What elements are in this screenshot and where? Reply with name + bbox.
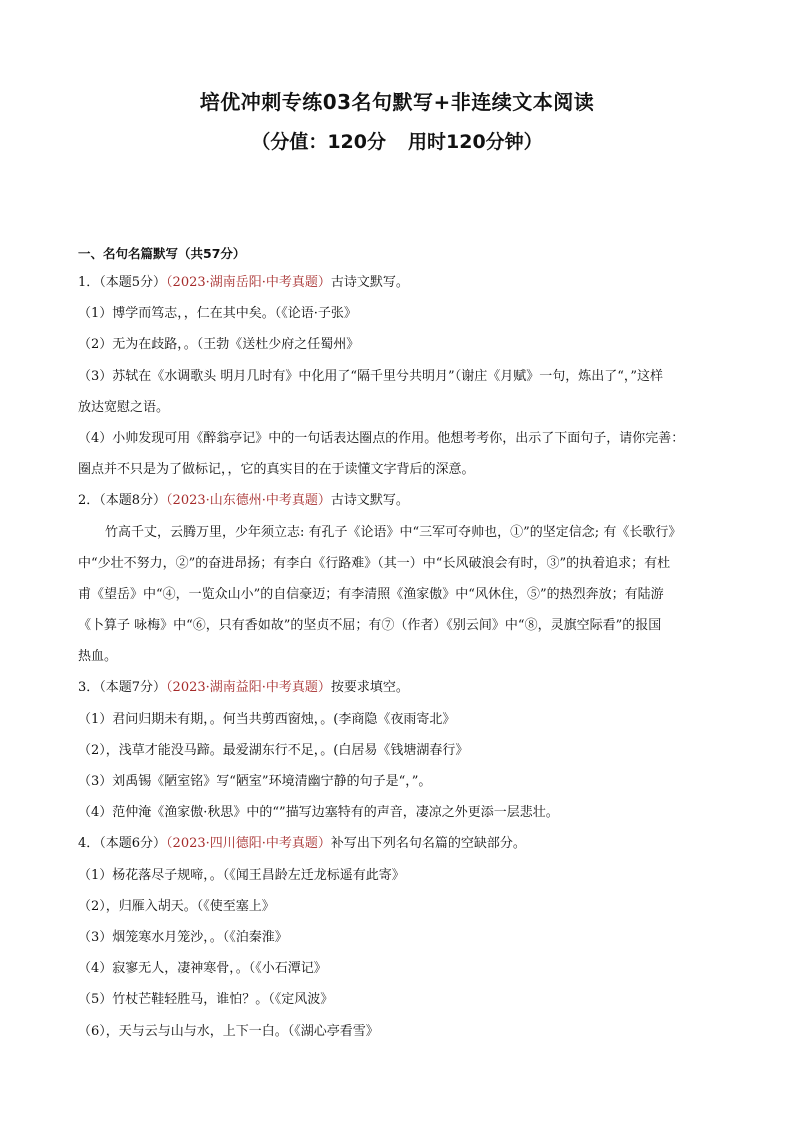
document-body xyxy=(78,241,718,1047)
score-info: （分值：120分 xyxy=(251,131,386,153)
question-3-header xyxy=(78,672,718,703)
question-instruction: 古诗文默写。 xyxy=(330,275,409,290)
question-item-continued: 圈点并不只是为了做标记，，它的真实目的在于读懂文字背后的深意。 xyxy=(78,462,475,478)
question-instruction: 古诗文默写。 xyxy=(330,493,409,509)
passage-line: 热血。 xyxy=(78,649,118,665)
question-source: （2023·山东德州·中考真题） xyxy=(166,493,331,509)
question-item: （1）君问归期未有期，。何当共剪西窗烛，。(李商隐《夜雨寄北》 xyxy=(78,711,456,727)
question-item: （4）小帅发现可用《醉翁亭记》中的一句话表达圈点的作用。他想考考你，出示了下面句子，请你完善： xyxy=(78,430,685,446)
question-prefix: 2．（本题8分） xyxy=(78,493,167,509)
question-item: （2），归雁入胡天。（《使至塞上》 xyxy=(78,898,275,914)
passage-line: 中“少壮不努力，②”的奋进昂扬；有李白《行路难》（其一）中“长风破浪会有时，③”的执着追求；有杜 xyxy=(78,555,671,571)
section-heading: 一、名句名篇默写（共57分） xyxy=(78,246,246,261)
time-info: 用时120分钟） xyxy=(408,131,543,153)
passage-line: 甫《望岳》中“④，一览众山小”的自信豪迈；有李清照《渔家傲》中“风休住，⑤”的热烈奔放；有陆游 xyxy=(78,586,664,602)
question-item: （4）寂寥无人，凄神寒骨，。（《小石潭记》 xyxy=(78,961,327,977)
question-item: （3）烟笼寒水月笼沙，。（《泊秦淮》 xyxy=(78,929,288,945)
question-item: （4）范仲淹《渔家傲·秋思》中的“”描写边塞特有的声音，凄凉之外更添一层悲壮。 xyxy=(78,805,559,821)
page-subtitle xyxy=(0,127,794,154)
question-instruction: 按要求填空。 xyxy=(330,680,409,696)
question-item: （6），天与云与山与水，上下一白。（《湖心亭看雪》 xyxy=(78,1023,379,1039)
question-source: （2023·四川德阳·中考真题） xyxy=(166,836,331,852)
question-source: （2023·湖南益阳·中考真题） xyxy=(166,680,331,696)
question-source: （2023·湖南岳阳·中考真题） xyxy=(166,275,331,290)
question-item: （2）无为在歧路，。（王勃《送杜少府之任蜀州》 xyxy=(78,337,360,353)
question-item: （3）刘禹锡《陋室铭》写“陋室”环境清幽宁静的句子是“，”。 xyxy=(78,774,432,789)
question-1-header xyxy=(78,267,718,298)
question-item-continued: 放达宽慰之语。 xyxy=(78,399,170,415)
question-prefix: 4．（本题6分） xyxy=(78,836,167,852)
passage-line: 《卜算子 咏梅》中“⑥，只有香如故”的坚贞不屈；有⑦（作者）《别云间》中“⑧，灵旗空际看”的报国 xyxy=(78,618,662,634)
question-4-header xyxy=(78,828,718,859)
question-item: （1）杨花落尽子规啼，。（《闻王昌龄左迁龙标遥有此寄》 xyxy=(78,867,405,883)
question-item: （5）竹杖芒鞋轻胜马，谁怕？。（《定风波》 xyxy=(78,992,334,1008)
question-item: （1）博学而笃志，，仁在其中矣。（《论语·子张》 xyxy=(78,306,357,322)
question-item: （3）苏轼在《水调歌头 明月几时有》中化用了“隔千里兮共明月”（谢庄《月赋》一句，炼出了“，”这样 xyxy=(78,368,663,384)
question-prefix: 1．（本题5分） xyxy=(78,275,167,290)
question-instruction: 补写出下列名句名篇的空缺部分。 xyxy=(330,836,526,852)
passage-line: 竹高千丈，云腾万里，少年须立志: 有孔子《论语》中“三军可夺帅也，①”的坚定信念; 有《长歌行》 xyxy=(105,524,682,540)
page-title: 培优冲刺专练03名句默写+非连续文本阅读 xyxy=(199,90,595,114)
question-prefix: 3．（本题7分） xyxy=(78,680,167,696)
question-item: （2），浅草才能没马蹄。最爱湖东行不足，。(白居易《钱塘湖春行》 xyxy=(78,742,469,758)
question-2-header xyxy=(78,485,718,516)
